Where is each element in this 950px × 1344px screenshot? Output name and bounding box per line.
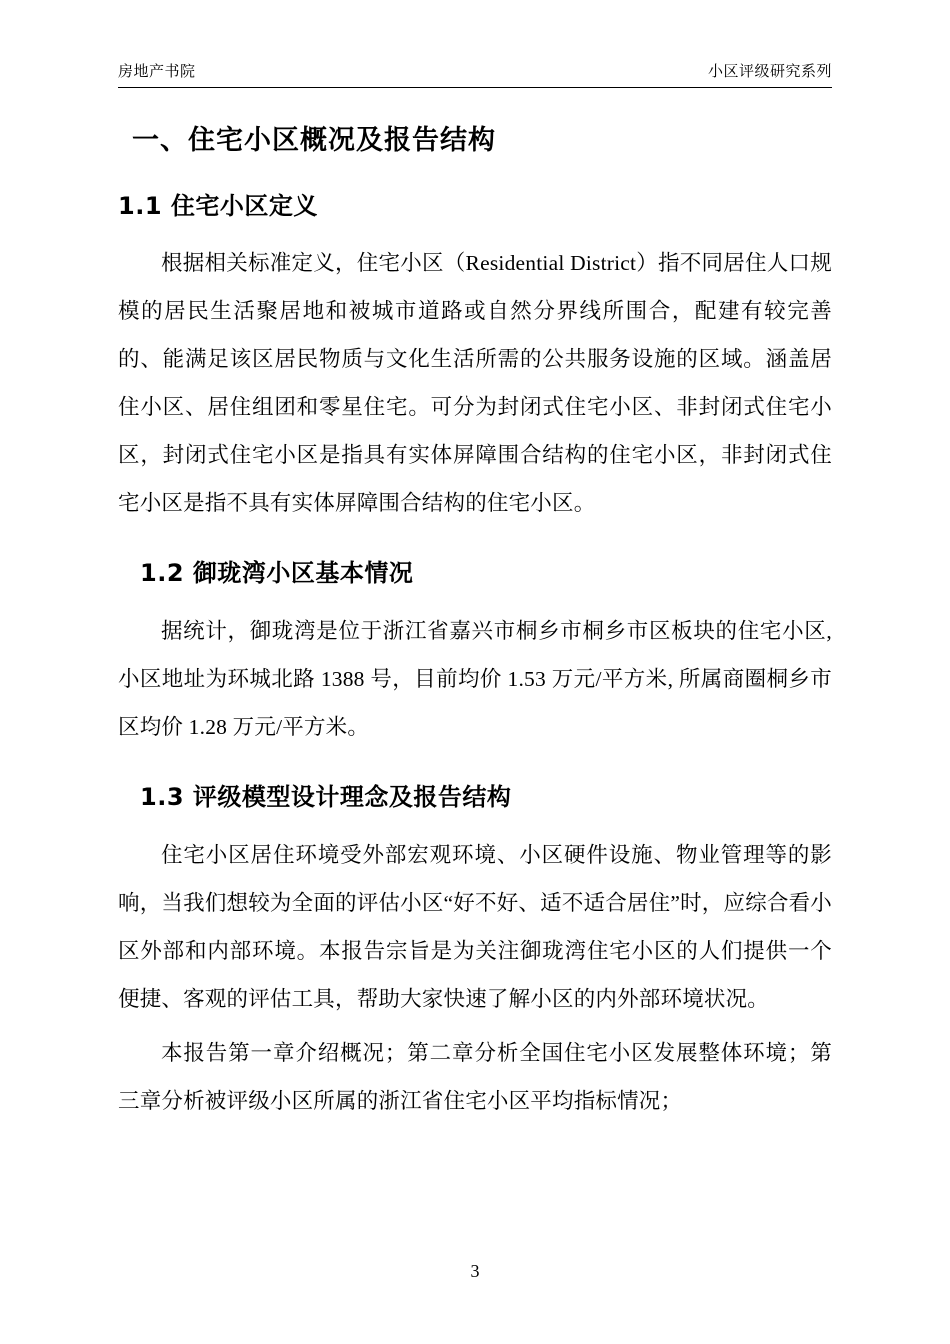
paragraph-1-3-2: 本报告第一章介绍概况；第二章分析全国住宅小区发展整体环境；第三章分析被评级小区所属的浙江省住宅小区平均指标情况； [118, 1040, 832, 1113]
header-right-text: 小区评级研究系列 [707, 62, 832, 80]
paragraph-1-3-1: 住宅小区居住环境受外部宏观环境、小区硬件设施、物业管理等的影响，当我们想较为全面的评估小区“好不好、适不适合居住”时，应综合看小区外部和内部环境。本报告宗旨是为关注御珑湾住宅小区的人们提供一个便捷、客观的评估工具，帮助大家快速了解小区的内外部环境状况。 [118, 842, 832, 1011]
page-content [118, 60, 832, 1125]
paragraph-1-2-1: 据统计，御珑湾是位于浙江省嘉兴市桐乡市桐乡市区板块的住宅小区, 小区地址为环城北路 1388 号，目前均价 1.53 万元/平方米, 所属商圈桐乡市区均价 1.28 万元/平方米。 [118, 618, 832, 739]
section-title-1-2: 1.2 御珑湾小区基本情况 [140, 559, 414, 588]
header-divider [118, 87, 832, 88]
paragraph-1-1-1: 根据相关标准定义，住宅小区（Residential District）指不同居住人口规模的居民生活聚居地和被城市道路或自然分界线所围合，配建有较完善的、能满足该区居民物质与文化生活所需的公共服务设施的区域。涵盖居住小区、居住组团和零星住宅。可分为封闭式住宅小区、非封闭式住宅小区，封闭式住宅小区是指具有实体屏障围合结构的住宅小区，非封闭式住宅小区是指不具有实体屏障围合结构的住宅小区。 [118, 251, 832, 516]
chapter-title: 一、住宅小区概况及报告结构 [132, 125, 496, 156]
section-title-1-1: 1.1 住宅小区定义 [118, 191, 318, 220]
page-header [118, 60, 832, 87]
section-title-1-3: 1.3 评级模型设计理念及报告结构 [140, 782, 512, 811]
page-number: 3 [470, 1261, 480, 1281]
header-left-text: 房地产书院 [118, 62, 196, 80]
